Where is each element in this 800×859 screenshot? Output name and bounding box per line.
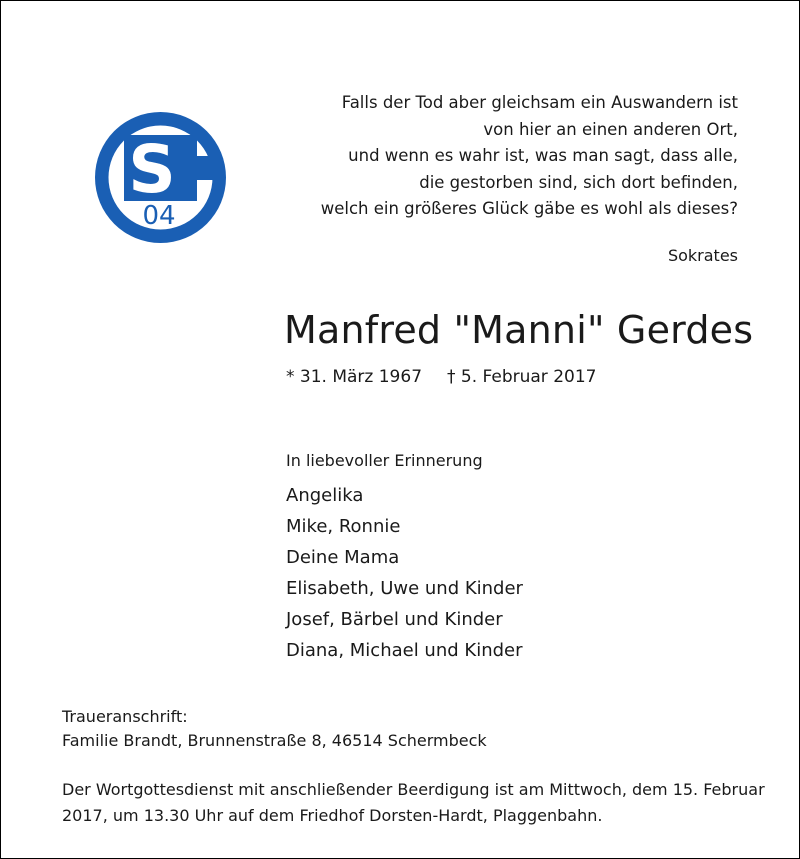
mourner-entry: Elisabeth, Uwe und Kinder	[286, 578, 523, 599]
quote-line: Falls der Tod aber gleichsam ein Auswandern ist	[341, 93, 738, 112]
logo-number: 04	[142, 201, 176, 231]
logo-letter: S	[128, 131, 176, 208]
mourners-list	[286, 480, 523, 666]
service-line: Der Wortgottesdienst mit anschließender Beerdigung ist am Mittwoch, dem 15. Februar	[62, 780, 765, 799]
quote-author: Sokrates	[667, 246, 738, 265]
address-value: Familie Brandt, Brunnenstraße 8, 46514 Schermbeck	[62, 731, 487, 750]
mourner-entry: Angelika	[286, 485, 364, 506]
birth-date: * 31. März 1967	[286, 367, 423, 387]
service-line: 2017, um 13.30 Uhr auf dem Friedhof Dorsten-Hardt, Plaggenbahn.	[62, 806, 603, 825]
mourner-entry: Diana, Michael und Kinder	[286, 640, 523, 661]
mourning-address	[62, 705, 487, 753]
quote-line: von hier an einen anderen Ort,	[483, 119, 738, 139]
logo-right-bar	[175, 156, 217, 180]
mourner-entry: Mike, Ronnie	[286, 516, 401, 537]
quote-line: welch ein größeres Glück gäbe es wohl als dieses?	[320, 199, 738, 218]
memory-heading: In liebevoller Erinnerung	[286, 451, 483, 470]
address-label: Traueranschrift:	[62, 707, 188, 726]
schalke-04-logo	[95, 112, 226, 243]
mourner-entry: Deine Mama	[286, 547, 400, 568]
deceased-name: Manfred "Manni" Gerdes	[284, 308, 754, 352]
funeral-service-info	[62, 777, 765, 829]
quote-line: und wenn es wahr ist, was man sagt, dass alle,	[348, 146, 738, 165]
sokrates-quote	[321, 90, 738, 223]
death-date: † 5. Februar 2017	[447, 367, 597, 387]
mourner-entry: Josef, Bärbel und Kinder	[286, 609, 503, 630]
quote-line: die gestorben sind, sich dort befinden,	[419, 172, 738, 192]
